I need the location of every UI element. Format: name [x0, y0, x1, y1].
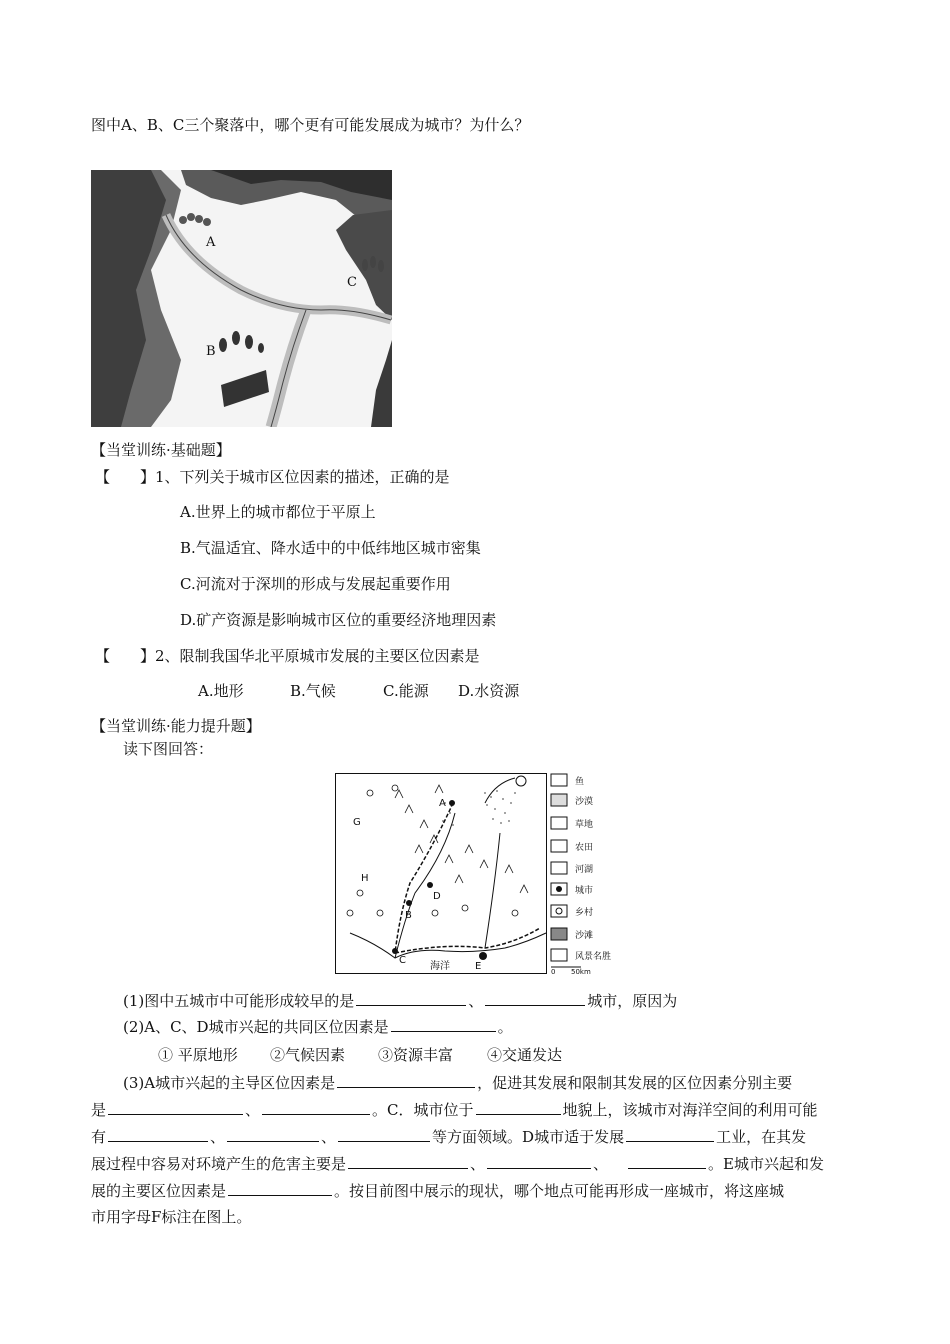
city-label-e: E: [475, 961, 482, 972]
q1-option-b: B.气温适宜、降水适中的中低纬地区城市密集: [180, 539, 481, 557]
place-label-h: H: [361, 873, 369, 884]
sub-question-3-line-5: 展的主要区位因素是 。按目前图中展示的现状，哪个地点可能再形成一座城市，将这座城: [91, 1179, 784, 1201]
sea-label: 海洋: [430, 961, 450, 972]
regional-map: [335, 773, 627, 975]
label-b: B: [206, 344, 216, 359]
legend-beach: 沙滩: [575, 931, 594, 941]
answer-blank-3l[interactable]: [228, 1179, 332, 1196]
answer-blank-3f[interactable]: [227, 1125, 319, 1142]
legend-city: 城市: [575, 886, 594, 896]
answer-blank-3j[interactable]: [487, 1152, 591, 1169]
label-a: A: [206, 235, 216, 250]
city-label-b: B: [405, 910, 412, 921]
answer-blank-3h[interactable]: [626, 1125, 714, 1142]
city-label-c: C: [399, 955, 406, 966]
answer-blank-3g[interactable]: [338, 1125, 430, 1142]
settlement-map: [91, 170, 392, 427]
q1-option-a: A.世界上的城市都位于平原上: [180, 503, 376, 521]
answer-blank-1a[interactable]: [356, 989, 466, 1006]
section-advanced-title: 【当堂训练·能力提升题】: [91, 717, 261, 735]
q2-stem: 【 】2、限制我国华北平原城市发展的主要区位因素是: [95, 647, 480, 665]
sub2-option-4: ④交通发达: [487, 1046, 563, 1064]
q2-answer-bracket[interactable]: 【 】: [95, 647, 156, 665]
q2-option-b: B.气候: [290, 682, 336, 700]
sub-question-3-line-6: 市用字母F标注在图上。: [91, 1208, 252, 1226]
legend-village: 乡村: [575, 908, 594, 918]
answer-blank-3d[interactable]: [476, 1098, 561, 1115]
answer-blank-3e[interactable]: [108, 1125, 208, 1142]
answer-blank-1b[interactable]: [485, 989, 585, 1006]
q2-option-d: D.水资源: [458, 682, 520, 700]
q1-option-d: D.矿产资源是影响城市区位的重要经济地理因素: [180, 611, 497, 629]
answer-blank-3c[interactable]: [262, 1098, 370, 1115]
sub-question-3-line-4: 展过程中容易对环境产生的危害主要是 、 、 。E城市兴起和发: [91, 1152, 824, 1174]
legend-desert: 沙漠: [575, 797, 594, 807]
answer-blank-2[interactable]: [391, 1015, 496, 1032]
sub-question-3-line-2: 是 、 。C．城市位于 地貌上，该城市对海洋空间的利用可能: [91, 1098, 818, 1120]
sub-question-3-line-3: 有 、 、 等方面领域。D城市适于发展 工业，在其发: [91, 1125, 806, 1147]
place-label-g: G: [353, 817, 361, 828]
legend-grassland: 草地: [575, 820, 594, 830]
answer-blank-3b[interactable]: [108, 1098, 243, 1115]
answer-blank-3a[interactable]: [337, 1071, 475, 1088]
scale-50km: 50km: [571, 968, 591, 975]
section-basic-title: 【当堂训练·基础题】: [91, 441, 231, 459]
answer-blank-3k[interactable]: [628, 1152, 706, 1169]
legend-scenic-spot: 风景名胜: [575, 952, 612, 962]
sub2-option-3: ③资源丰富: [378, 1046, 454, 1064]
q1-answer-bracket[interactable]: 【 】: [95, 468, 156, 486]
q1-stem: 【 】1、下列关于城市区位因素的描述，正确的是: [95, 468, 450, 486]
sub2-option-1: ① 平原地形: [158, 1046, 238, 1064]
answer-blank-3i[interactable]: [348, 1152, 468, 1169]
read-prompt: 读下图回答：: [123, 740, 214, 758]
sub2-option-2: ②气候因素: [270, 1046, 346, 1064]
legend-rivers-lakes: 河湖: [575, 865, 594, 875]
sub-question-1: (1)图中五城市中可能形成较早的是 、 城市，原因为: [123, 989, 677, 1011]
scale-zero: 0: [551, 968, 556, 975]
sub-question-2: (2)A、C、D城市兴起的共同区位因素是 。: [123, 1015, 513, 1037]
intro-question: 图中A、B、C三个聚落中，哪个更有可能发展成为城市？为什么？: [91, 116, 530, 134]
map-legend: [551, 774, 611, 975]
city-label-a: A: [439, 798, 446, 809]
city-label-d: D: [433, 891, 441, 902]
legend-fish: 鱼: [575, 777, 585, 787]
q2-option-c: C.能源: [383, 682, 429, 700]
q1-option-c: C.河流对于深圳的形成与发展起重要作用: [180, 575, 451, 593]
sub-question-3-line-1: (3)A城市兴起的主导区位因素是 ，促进其发展和限制其发展的区位因素分别主要: [123, 1071, 792, 1093]
legend-farmland: 农田: [575, 843, 594, 853]
q2-option-a: A.地形: [198, 682, 244, 700]
label-c: C: [347, 275, 357, 290]
